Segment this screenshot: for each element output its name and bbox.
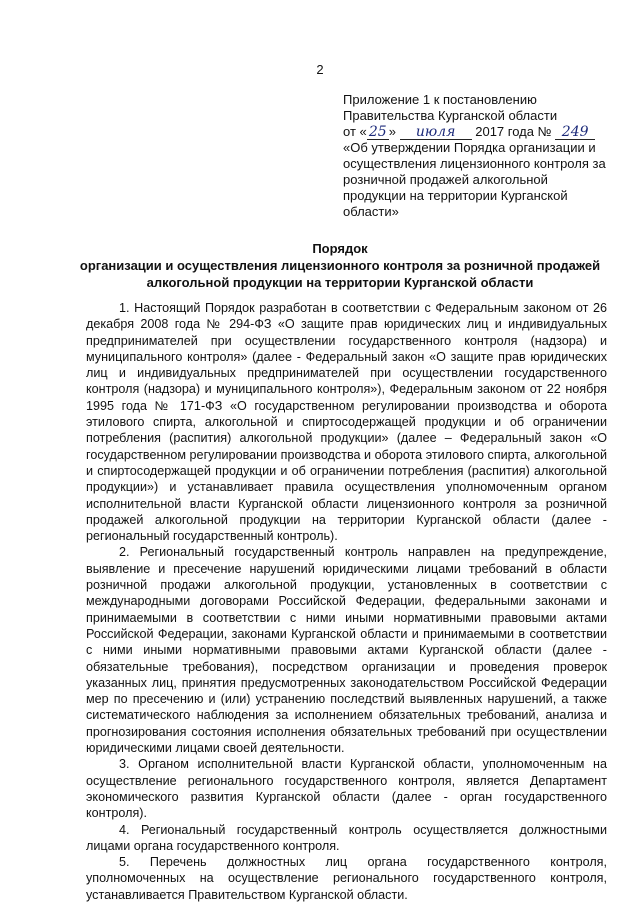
appendix-line-2: Правительства Курганской области (343, 108, 558, 123)
date-prefix: от « (343, 124, 367, 139)
appendix-line-7: продукции на территории Курганской (343, 188, 568, 203)
document-title (70, 240, 610, 291)
appendix-header (343, 92, 606, 220)
title-line-1: Порядок (312, 241, 368, 256)
paragraph-5: 5. Перечень должностных лиц органа государственного контроля, уполномоченных на осуществление регионального государственного контроля, устанавливается Правительством Курганской области. (86, 855, 607, 902)
document-body (86, 300, 607, 903)
appendix-line-5: осуществления лицензионного контроля за (343, 156, 606, 171)
date-year: 2017 года № (475, 124, 552, 139)
paragraph-1: 1. Настоящий Порядок разработан в соответствии с Федеральным законом от 26 декабря 2008 года № 294-ФЗ «О защите прав юридических лиц и индивидуальных предпринимателей при осуществлении государственного контроля (надзора) и муниципального контроля» (далее - Федеральный закон «О защите прав юридических лиц и индивидуальных предпринимателей при осуществлении государственного контроля (надзора) и муниципального контроля»), Федеральным законом от 22 ноября 1995 года № 171-ФЗ «О государственном регулировании производства и оборота этилового спирта, алкогольной и спиртосодержащей продукции и об ограничении потребления (распития) алкогольной продукции» (далее – Федеральный закон «О государственном регулировании производства и оборота этилового спирта, алкогольной и спиртосодержащей продукции и об ограничении потребления (распития) алкогольной продукции») и устанавливает правила осуществления уполномоченным органом исполнительной власти Курганской области лицензионного контроля за розничной продажей алкогольной продукции на территории Курганской области (далее - региональный государственный контроль). (86, 301, 607, 544)
appendix-date-line (343, 124, 603, 140)
appendix-line-1: Приложение 1 к постановлению (343, 92, 537, 107)
title-line-3: алкогольной продукции на территории Курганской области (146, 275, 534, 290)
paragraph-4: 4. Региональный государственный контроль осуществляется должностными лицами органа государственного контроля. (86, 822, 607, 853)
appendix-line-8: области» (343, 204, 399, 219)
handwritten-number: 249 (555, 125, 595, 140)
paragraph-3: 3. Органом исполнительной власти Курганской области, уполномоченным на осуществление регионального государственного контроля, является Департамент экономического развития Курганской области (далее - орган государственного контроля). (86, 757, 607, 821)
appendix-line-6: розничной продажей алкогольной (343, 172, 548, 187)
page-number: 2 (316, 62, 324, 77)
handwritten-month: июля (400, 125, 472, 140)
paragraph-2: 2. Региональный государственный контроль направлен на предупреждение, выявление и пресечение нарушений юридическими лицами требований в области розничной продажи алкогольной продукции, установленных в соответствии с международными договорами Российской Федерации, федеральными законами и принимаемыми в соответствии с ними иными нормативными правовыми актами Российской Федерации, законами Курганской области и принимаемыми в соответствии с ними иными нормативными правовыми актами Курганской области (далее - обязательные требования), посредством организации и проведения проверок указанных лиц, принятия предусмотренных законодательством Российской Федерации мер по пресечению и (или) устранению последствий выявленных нарушений, а также систематического наблюдения за исполнением обязательных требований, анализа и прогнозирования состояния исполнения обязательных требований при осуществлении юридическими лицами своей деятельности. (86, 545, 607, 756)
handwritten-day: 25 (367, 125, 389, 140)
appendix-line-4: «Об утверждении Порядка организации и (343, 140, 596, 155)
title-line-2: организации и осуществления лицензионного контроля за розничной продажей (79, 258, 601, 273)
date-mid: » (388, 124, 396, 139)
